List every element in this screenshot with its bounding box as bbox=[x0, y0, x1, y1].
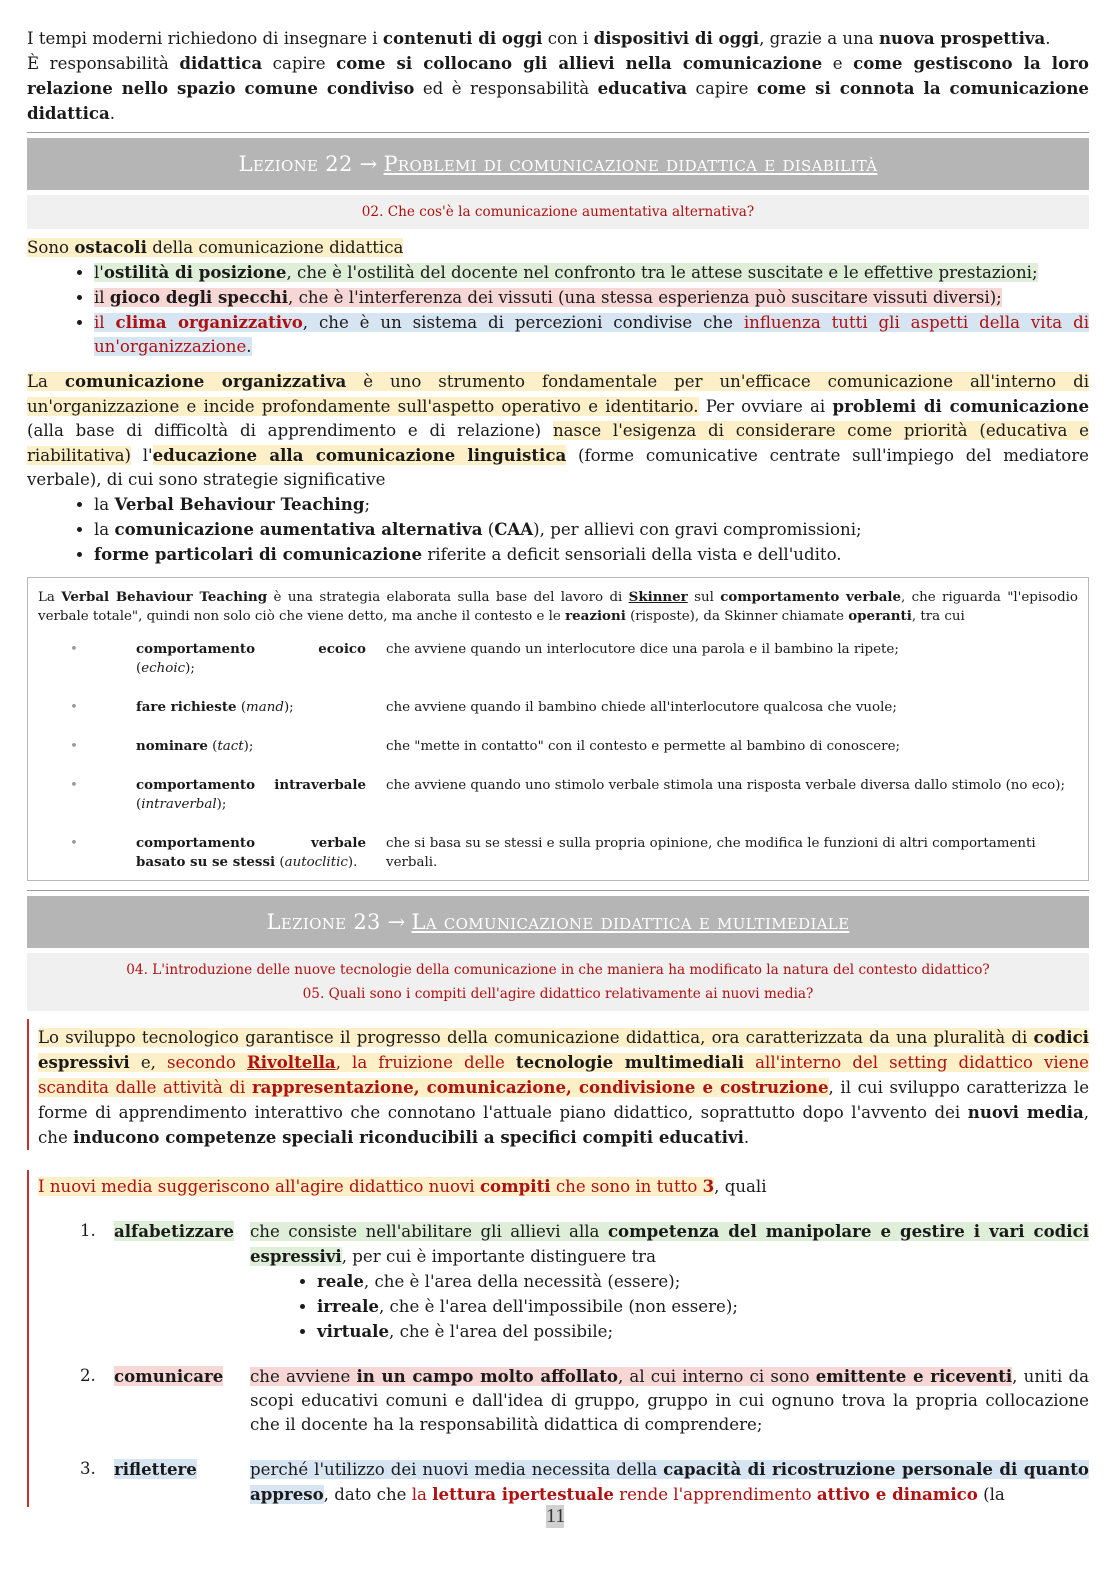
comunicazione-organizzativa-paragraph: La comunicazione organizzativa è uno strumento fondamentale per un'efficace comunicazione all'interno di un'organizzazione e incide profondamente sull'aspetto operativo e identitario. Per ovviare ai problemi di comunicazione (alla base di difficoltà di apprendimento e di relazione) nasce l'esigenza di considerare come priorità (educativa e riabilitativa) l'educazione alla comunicazione linguistica (forme comunicative centrate sull'impiego del mediatore verbale), di cui sono strategie significative bbox=[27, 371, 1090, 489]
compiti-block bbox=[27, 1170, 1089, 1507]
list-item: • l'ostilità di posizione, che è l'ostilità del docente nel confronto tra le attese suscitate e le effettive prestazioni; bbox=[94, 260, 1089, 285]
operante-row: • fare richieste (mand); che avviene quando il bambino chiede all'interlocutore qualcosa che vuole; bbox=[70, 699, 897, 715]
lesson-23-questions: 04. L'introduzione delle nuove tecnologie della comunicazione in che maniera ha modificato la natura del contesto didattico? 05. Quali sono i compiti dell'agire didattico relativamente ai nuovi media? bbox=[27, 953, 1089, 1011]
ostacoli-list bbox=[27, 260, 1089, 359]
compito-row: 2. comunicare che avviene in un campo molto affollato, al cui interno ci sono emittente e riceventi, uniti da scopi educativi comuni e dall'idea di gruppo, gruppo in cui ognuno trova la propria collocazione che il docente ha la responsabilità didattica di comprendere; bbox=[80, 1366, 1089, 1434]
operante-row: • comportamento intraverbale (intraverbal); che avviene quando uno stimolo verbale stimola una risposta verbale diversa dallo stimolo (no eco); bbox=[70, 777, 1065, 812]
divider bbox=[27, 132, 1089, 133]
operante-row: • nominare (tact); che "mette in contatto" con il contesto e permette al bambino di conoscere; bbox=[70, 738, 901, 754]
list-item: • la Verbal Behaviour Teaching; bbox=[94, 492, 1089, 517]
verbal-behaviour-intro: La Verbal Behaviour Teaching è una strategia elaborata sulla base del lavoro di Skinner sul comportamento verbale, che riguarda "l'episodio verbale totale", quindi non solo ciò che viene detto, ma anche il contesto e le reazioni (risposte), da Skinner chiamate operanti, tra cui bbox=[38, 589, 1078, 624]
compito-row: 3. riflettere perché l'utilizzo dei nuovi media necessita della capacità di ricostruzione personale di quanto appreso, dato che la lettura ipertestuale rende l'apprendimento attivo e dinamico (la bbox=[80, 1459, 1089, 1504]
list-item: • reale, che è l'area della necessità (essere); bbox=[317, 1269, 1089, 1294]
divider bbox=[27, 890, 1089, 891]
sviluppo-tecnologico-block bbox=[27, 1019, 1089, 1150]
list-item: • la comunicazione aumentativa alternativa (CAA), per allievi con gravi compromissioni; bbox=[94, 517, 1089, 542]
strategie-list bbox=[27, 492, 1089, 567]
compito-row: 1. alfabetizzare che consiste nell'abilitare gli allievi alla competenza del manipolare e gestire i vari codici espressivi, per cui è importante distinguere tra • reale, che è l'area della necessità (essere); • irreale, che è l'area dell'impossibile (non essere); • virtuale, che è l'area del possibile; bbox=[38, 1219, 1089, 1344]
operante-row: • comportamento ecoico (echoic); che avviene quando un interlocutore dice una parola e il bambino la ripete; bbox=[70, 641, 899, 676]
lesson-22-header: Lezione 22 → Problemi di comunicazione didattica e disabilità bbox=[27, 138, 1089, 190]
list-item: • irreale, che è l'area dell'impossibile (non essere); bbox=[317, 1294, 1089, 1319]
lesson-22-question: 02. Che cos'è la comunicazione aumentativa alternativa? bbox=[27, 195, 1089, 229]
list-item: • forme particolari di comunicazione riferite a deficit sensoriali della vista e dell'udito. bbox=[94, 542, 1089, 567]
compiti-intro: I nuovi media suggeriscono all'agire didattico nuovi compiti che sono in tutto 3, quali bbox=[38, 1176, 767, 1196]
verbal-behaviour-box bbox=[27, 577, 1089, 881]
document-page bbox=[27, 26, 1089, 1507]
sviluppo-tecnologico-paragraph: Lo sviluppo tecnologico garantisce il progresso della comunicazione didattica, ora caratterizzata da una pluralità di codici espressivi e, secondo Rivoltella, la fruizione delle tecnologie multimediali all'interno del setting didattico viene scandita dalle attività di rappresentazione, comunicazione, condivisione e costruzione, il cui sviluppo caratterizza le forme di apprendimento interattivo che connotano l'attuale piano didattico, soprattutto dopo l'avvento dei nuovi media, che inducono competenze speciali riconducibili a specifici compiti educativi. bbox=[38, 1027, 1090, 1147]
intro-paragraph: I tempi moderni richiedono di insegnare i contenuti di oggi con i dispositivi di oggi, grazie a una nuova prospettiva. È responsabilità didattica capire come si collocano gli allievi nella comunicazione e come gestiscono la loro relazione nello spazio comune condiviso ed è responsabilità educativa capire come si connota la comunicazione didattica. bbox=[27, 28, 1089, 123]
list-item: • virtuale, che è l'area del possibile; bbox=[317, 1319, 1089, 1344]
list-item: • il clima organizzativo, che è un sistema di percezioni condivise che influenza tutti gli aspetti della vita di un'organizzazione. bbox=[94, 310, 1089, 359]
ostacoli-intro: Sono ostacoli della comunicazione didattica bbox=[27, 237, 404, 257]
sub-list bbox=[250, 1269, 1089, 1344]
page-number: 11 bbox=[546, 1505, 566, 1527]
operante-row: • comportamento verbale basato su se stessi (autoclitic). che si basa su se stessi e sulla propria opinione, che modifica le funzioni di altri comportamenti verbali. bbox=[70, 835, 1036, 870]
list-item: • il gioco degli specchi, che è l'interferenza dei vissuti (una stessa esperienza può suscitare vissuti diversi); bbox=[94, 285, 1089, 310]
lesson-23-header: Lezione 23 → La comunicazione didattica e multimediale bbox=[27, 896, 1089, 948]
